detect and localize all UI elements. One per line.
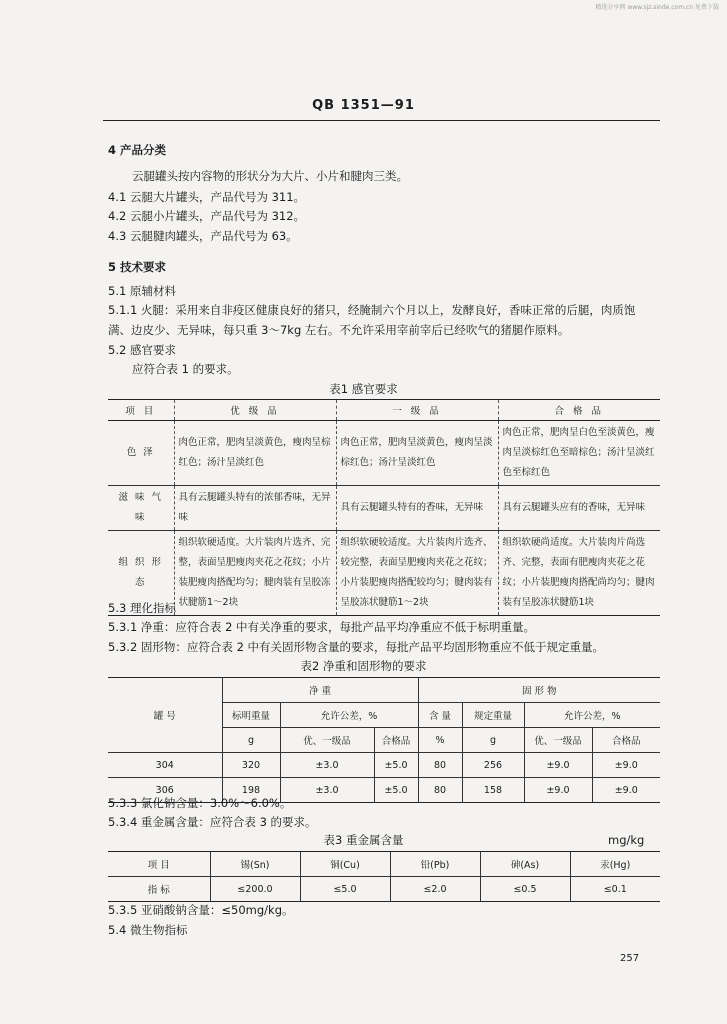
table-3-unit: mg/kg xyxy=(608,833,645,847)
table-cell: ≤0.5 xyxy=(480,877,570,902)
table-3-header: 砷(As) xyxy=(480,852,570,877)
table-cell: 320 xyxy=(222,753,280,778)
solids-header: 固 形 物 xyxy=(418,678,660,703)
section-4-title: 4 产品分类 xyxy=(108,143,167,157)
clause-5-1-1-line2: 满、边皮少、无异味，每只重 3～7kg 左右。不允许采用宰前宰后已经吹气的猪腿作原料。 xyxy=(108,323,570,337)
table-3-header: 铜(Cu) xyxy=(300,852,390,877)
row-label-flavor: 滋 味 气 味 xyxy=(108,486,174,531)
unit-pct: % xyxy=(418,728,462,753)
watermark: 精选分享网 www.sjz.sinde.com.cn 免费下载 xyxy=(595,4,719,11)
table-cell: ±9.0 xyxy=(524,778,592,803)
clause-5-3-4: 5.3.4 重金属含量：应符合表 3 的要求。 xyxy=(108,815,317,829)
table-cell: 80 xyxy=(418,753,462,778)
clause-5-3-1: 5.3.1 净重：应符合表 2 中有关净重的要求，每批产品平均净重应不低于标明重量。 xyxy=(108,620,536,634)
table-2-weight xyxy=(108,677,660,803)
table-row xyxy=(108,877,660,902)
table-cell: ±3.0 xyxy=(280,753,374,778)
clause-5-4: 5.4 微生物指标 xyxy=(108,923,188,937)
table-cell: 指 标 xyxy=(108,877,210,902)
table-cell: ±5.0 xyxy=(374,753,418,778)
table-1-header-row xyxy=(108,400,660,421)
table-cell: 80 xyxy=(418,778,462,803)
content-header: 含 量 xyxy=(418,703,462,728)
unit-g: g xyxy=(462,728,524,753)
table-cell: 158 xyxy=(462,778,524,803)
clause-5-3: 5.3 理化指标 xyxy=(108,601,176,615)
table-cell: ≤2.0 xyxy=(390,877,480,902)
table-row xyxy=(108,421,660,486)
table-cell: 具有云腿罐头特有的香味，无异味 xyxy=(336,486,498,531)
table-cell: 具有云腿罐头应有的香味，无异味 xyxy=(498,486,660,531)
clause-5-2: 5.2 感官要求 xyxy=(108,343,176,357)
table-row xyxy=(108,753,660,778)
unit-g: g xyxy=(222,728,280,753)
grade-top-header: 优、一级品 xyxy=(280,728,374,753)
row-label-texture: 组 织 形 态 xyxy=(108,531,174,616)
table-3-header: 项 目 xyxy=(108,852,210,877)
table-cell: 组织软硬适度。大片装肉片选齐、完整，表面呈肥瘦肉夹花之花纹；小片装肥瘦肉搭配均匀；腱肉装有呈胶冻状腱筋1～2块 xyxy=(174,531,336,616)
labeled-weight-header: 标明重量 xyxy=(222,703,280,728)
clause-5-3-5: 5.3.5 亚硝酸钠含量：≤50mg/kg。 xyxy=(108,903,294,917)
table-cell: 肉色正常，肥肉呈白色至淡黄色，瘦肉呈淡棕红色至暗棕色；汤汁呈淡红色至棕红色 xyxy=(498,421,660,486)
table-cell: ±5.0 xyxy=(374,778,418,803)
table-cell: 256 xyxy=(462,753,524,778)
page-number: 257 xyxy=(620,953,640,964)
standard-header: QB 1351—91 xyxy=(312,98,415,113)
can-no-header: 罐 号 xyxy=(108,678,222,753)
table-cell: 组织软硬尚适度。大片装肉片尚选齐、完整，表面有肥瘦肉夹花之花纹；小片装肥瘦肉搭配尚均匀；腱肉装有呈胶冻状腱筋1块 xyxy=(498,531,660,616)
row-label-color: 色 泽 xyxy=(108,421,174,486)
table-cell: ±3.0 xyxy=(280,778,374,803)
section-4-intro: 云腿罐头按内容物的形状分为大片、小片和腱肉三类。 xyxy=(132,169,408,183)
specified-weight-header: 规定重量 xyxy=(462,703,524,728)
table-cell: ±9.0 xyxy=(592,778,660,803)
clause-4-2: 4.2 云腿小片罐头，产品代号为 312。 xyxy=(108,209,306,223)
table-2-header-row xyxy=(108,678,660,703)
table-1-header: 一 级 品 xyxy=(336,400,498,421)
table-cell: ±9.0 xyxy=(592,753,660,778)
clause-4-3: 4.3 云腿腱肉罐头，产品代号为 63。 xyxy=(108,229,298,243)
table-row xyxy=(108,531,660,616)
table-3-heavy-metals xyxy=(108,851,660,902)
clause-5-1-1-line1: 5.1.1 火腿：采用来自非疫区健康良好的猪只，经腌制六个月以上，发酵良好，香味正常的后腿，肉质饱 xyxy=(108,303,636,317)
table-cell: ≤200.0 xyxy=(210,877,300,902)
table-cell: 306 xyxy=(108,778,222,803)
clause-4-1: 4.1 云腿大片罐头，产品代号为 311。 xyxy=(108,190,306,204)
table-cell: 肉色正常，肥肉呈淡黄色，瘦肉呈淡棕红色；汤汁呈淡红色 xyxy=(336,421,498,486)
table-cell: 198 xyxy=(222,778,280,803)
table-3-header: 锡(Sn) xyxy=(210,852,300,877)
table-cell: ≤5.0 xyxy=(300,877,390,902)
header-rule xyxy=(103,120,660,121)
table-cell: 肉色正常，肥肉呈淡黄色，瘦肉呈棕红色；汤汁呈淡红色 xyxy=(174,421,336,486)
table-3-header: 汞(Hg) xyxy=(570,852,660,877)
clause-5-1: 5.1 原辅材料 xyxy=(108,284,176,298)
table-1-header: 优 级 品 xyxy=(174,400,336,421)
table-3-header: 铅(Pb) xyxy=(390,852,480,877)
section-5-title: 5 技术要求 xyxy=(108,260,167,274)
grade-top-header: 优、一级品 xyxy=(524,728,592,753)
grade-ok-header: 合格品 xyxy=(374,728,418,753)
net-weight-header: 净 重 xyxy=(222,678,418,703)
tolerance-header: 允许公差，% xyxy=(280,703,418,728)
table-cell: 组织软硬较适度。大片装肉片选齐、较完整，表面呈肥瘦肉夹花之花纹；小片装肥瘦肉搭配较均匀；腱肉装有呈胶冻状腱筋1～2块 xyxy=(336,531,498,616)
table-cell: ≤0.1 xyxy=(570,877,660,902)
table-cell: 304 xyxy=(108,753,222,778)
table-1-caption: 表1 感官要求 xyxy=(329,382,398,396)
tolerance-header: 允许公差，% xyxy=(524,703,660,728)
clause-5-3-2: 5.3.2 固形物：应符合表 2 中有关固形物含量的要求，每批产品平均固形物重应不低于规定重量。 xyxy=(108,640,605,654)
table-row xyxy=(108,486,660,531)
clause-5-2-text: 应符合表 1 的要求。 xyxy=(132,362,239,376)
table-cell: 具有云腿罐头特有的浓郁香味，无异味 xyxy=(174,486,336,531)
table-2-caption: 表2 净重和固形物的要求 xyxy=(300,659,427,673)
table-1-header: 项 目 xyxy=(108,400,174,421)
grade-ok-header: 合格品 xyxy=(592,728,660,753)
clause-5-3-3: 5.3.3 氯化钠含量：3.0%～6.0%。 xyxy=(108,796,292,810)
table-cell: ±9.0 xyxy=(524,753,592,778)
table-3-header-row xyxy=(108,852,660,877)
table-1-sensory xyxy=(108,399,660,616)
table-3-caption: 表3 重金属含量 xyxy=(323,833,404,847)
table-1-header: 合 格 品 xyxy=(498,400,660,421)
